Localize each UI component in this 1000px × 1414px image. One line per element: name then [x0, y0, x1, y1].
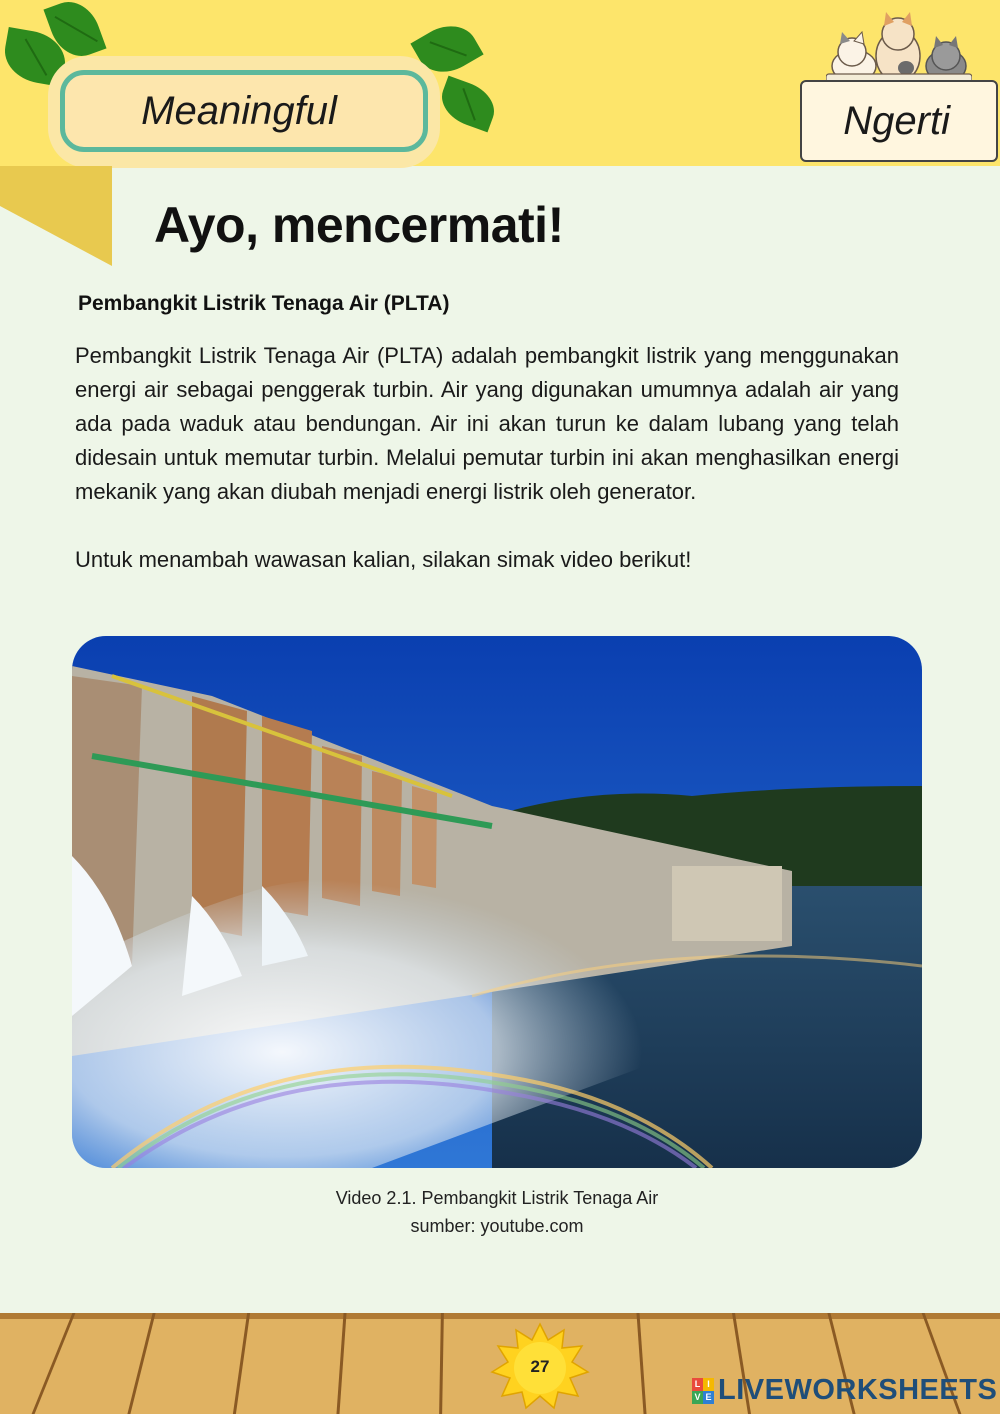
dam-video-thumbnail[interactable]: [72, 636, 922, 1168]
media-caption: Video 2.1. Pembangkit Listrik Tenaga Air: [335, 1188, 659, 1208]
brand-name: LIVEWORKSHEETS: [718, 1374, 998, 1406]
body-paragraph: Pembangkit Listrik Tenaga Air (PLTA) adalah pembangkit listrik yang menggunakan energi air sebagai penggerak turbin. Air yang digunakan umumnya adalah air yang ada pada waduk atau bendungan. Air ini akan turun ke dalam lubang yang telah didesain untuk memutar turbin. Melalui pemutar turbin ini akan menghasilkan energi mekanik yang akan diubah menjadi energi listrik oleh generator.: [75, 343, 899, 504]
cats-illustration: [826, 8, 972, 88]
page-number: 27: [530, 1357, 550, 1376]
section-label-text: Meaningful: [141, 88, 337, 133]
liveworksheets-logo: [692, 1374, 997, 1407]
dam-photo: [72, 636, 922, 1168]
level-label: [800, 80, 998, 162]
section-subtitle: Pembangkit Listrik Tenaga Air (PLTA): [78, 292, 450, 315]
level-label-text: Ngerti: [843, 98, 950, 143]
title-flag: [0, 166, 112, 266]
section-label: [60, 70, 428, 152]
instruction-text: Untuk menambah wawasan kalian, silakan simak video berikut!: [75, 547, 692, 572]
brand-badge: L I V E: [692, 1378, 714, 1404]
page-title: Ayo, mencermati!: [154, 197, 564, 253]
media-source: sumber: youtube.com: [410, 1216, 584, 1236]
